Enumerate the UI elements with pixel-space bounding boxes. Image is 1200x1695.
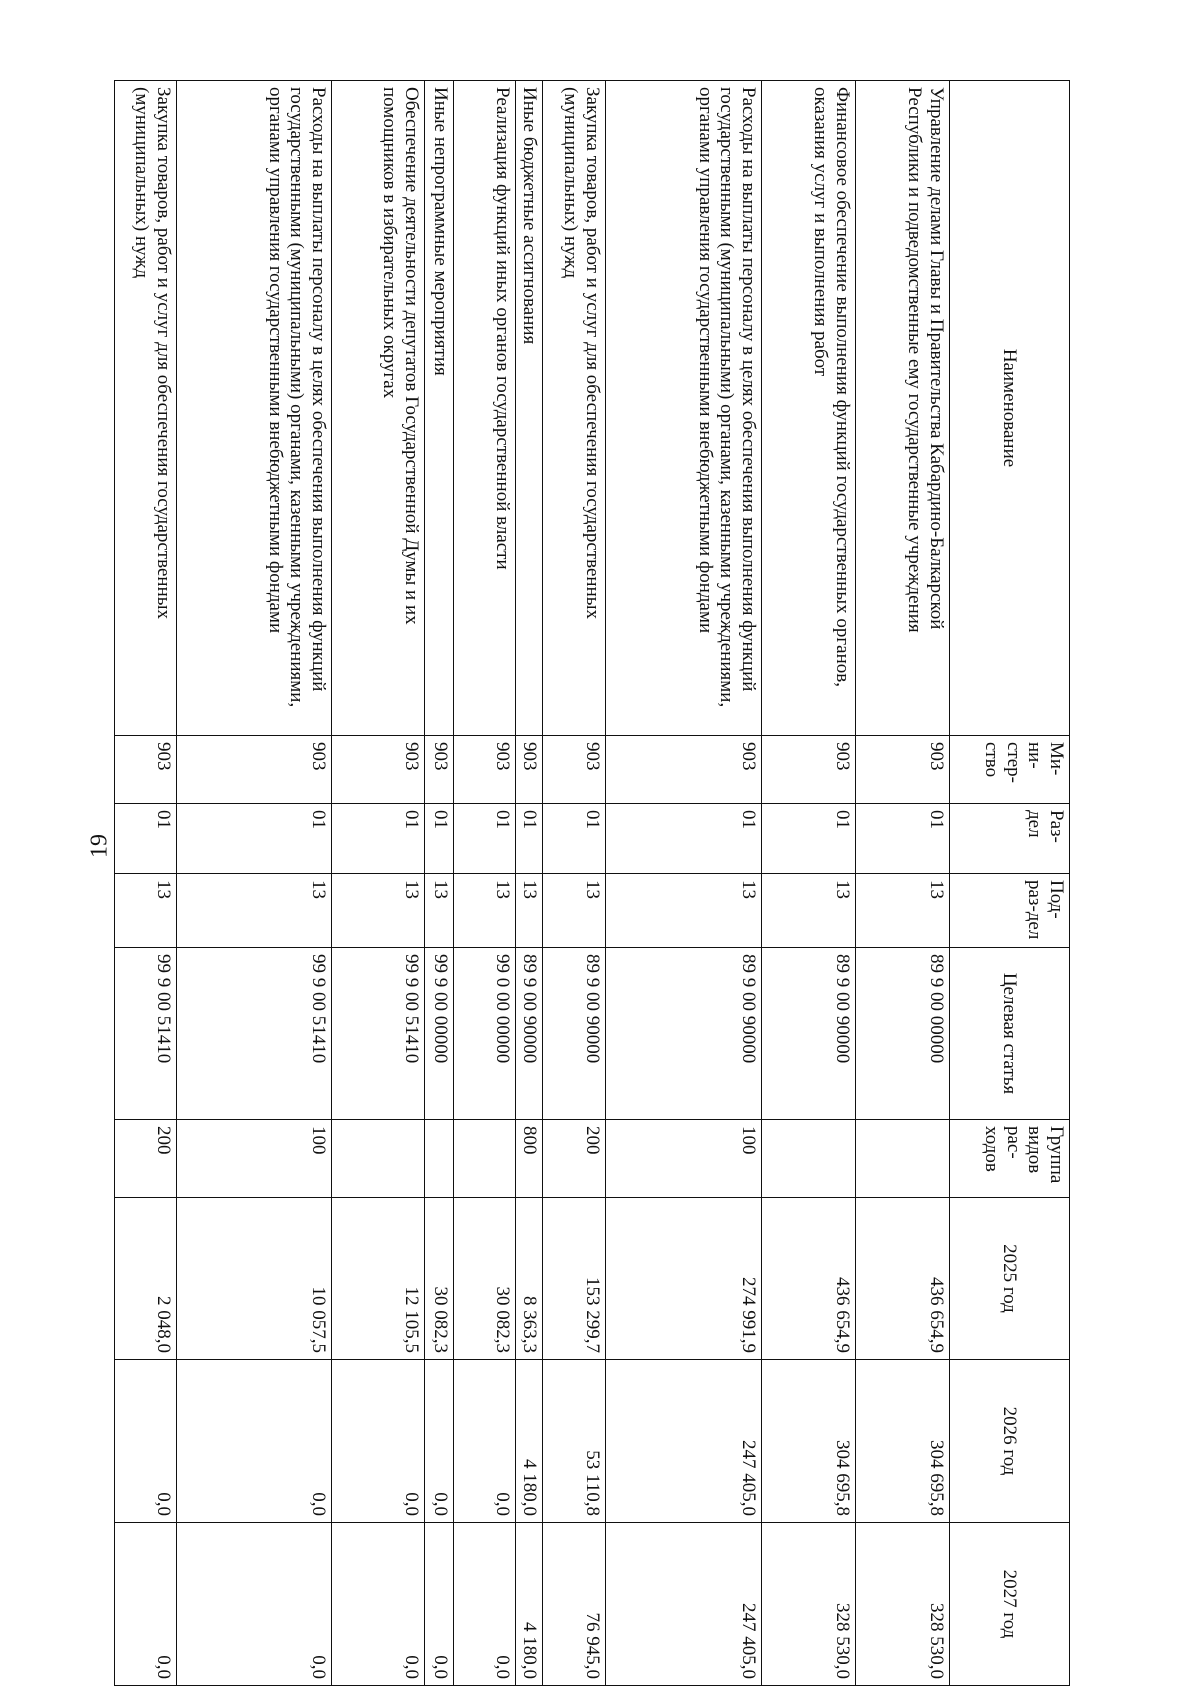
cell-subsection: 13 xyxy=(454,874,516,948)
cell-y2027: 0,0 xyxy=(177,1523,332,1686)
cell-subsection: 13 xyxy=(425,874,454,948)
page-number: 19 xyxy=(86,834,113,858)
header-section: Раз-дел xyxy=(950,804,1070,874)
cell-section: 01 xyxy=(454,804,516,874)
cell-y2027: 4 180,0 xyxy=(516,1523,543,1686)
header-name: Наименование xyxy=(950,81,1070,736)
cell-y2027: 328 530,0 xyxy=(856,1523,950,1686)
cell-y2026: 247 405,0 xyxy=(606,1360,762,1523)
cell-target: 89 9 00 90000 xyxy=(543,948,606,1120)
cell-target: 99 9 00 00000 xyxy=(425,948,454,1120)
cell-ministry: 903 xyxy=(856,736,950,804)
table-row xyxy=(762,81,856,1686)
cell-y2025: 30 082,3 xyxy=(425,1198,454,1360)
header-row xyxy=(950,81,1070,1686)
cell-section: 01 xyxy=(762,804,856,874)
cell-ministry: 903 xyxy=(454,736,516,804)
header-ministry: Ми-ни-стер-ство xyxy=(950,736,1070,804)
cell-target: 89 9 00 90000 xyxy=(606,948,762,1120)
cell-name: Иные бюджетные ассигнования xyxy=(516,81,543,736)
cell-section: 01 xyxy=(115,804,177,874)
cell-ministry: 903 xyxy=(332,736,425,804)
cell-y2027: 0,0 xyxy=(454,1523,516,1686)
cell-group: 800 xyxy=(516,1120,543,1198)
table-row xyxy=(454,81,516,1686)
header-subsection: Под-раз-дел xyxy=(950,874,1070,948)
budget-table-container xyxy=(131,80,1070,1685)
cell-name: Расходы на выплаты персоналу в целях обеспечения выполнения функций государственными (муниципальными) органами, казенными учреждениями, органами управления государственными внебюджетными фондами xyxy=(606,81,762,736)
cell-y2025: 2 048,0 xyxy=(115,1198,177,1360)
cell-ministry: 903 xyxy=(425,736,454,804)
cell-section: 01 xyxy=(332,804,425,874)
cell-target: 99 0 00 00000 xyxy=(454,948,516,1120)
cell-y2026: 304 695,8 xyxy=(856,1360,950,1523)
table-body xyxy=(115,81,950,1686)
cell-section: 01 xyxy=(425,804,454,874)
cell-target: 99 9 00 51410 xyxy=(177,948,332,1120)
cell-ministry: 903 xyxy=(606,736,762,804)
cell-target: 99 9 00 51410 xyxy=(332,948,425,1120)
cell-y2025: 436 654,9 xyxy=(856,1198,950,1360)
cell-y2025: 30 082,3 xyxy=(454,1198,516,1360)
cell-subsection: 13 xyxy=(115,874,177,948)
cell-y2027: 0,0 xyxy=(115,1523,177,1686)
cell-section: 01 xyxy=(543,804,606,874)
cell-name: Закупка товаров, работ и услуг для обеспечения государственных (муниципальных) нужд xyxy=(543,81,606,736)
cell-group: 100 xyxy=(177,1120,332,1198)
cell-group xyxy=(332,1120,425,1198)
cell-y2025: 10 057,5 xyxy=(177,1198,332,1360)
cell-section: 01 xyxy=(516,804,543,874)
cell-y2027: 328 530,0 xyxy=(762,1523,856,1686)
table-row xyxy=(115,81,177,1686)
cell-subsection: 13 xyxy=(332,874,425,948)
header-target: Целевая статья xyxy=(950,948,1070,1120)
cell-target: 89 9 00 90000 xyxy=(516,948,543,1120)
cell-name: Финансовое обеспечение выполнения функций государственных органов, оказания услуг и выполнения работ xyxy=(762,81,856,736)
cell-name: Закупка товаров, работ и услуг для обеспечения государственных (муниципальных) нужд xyxy=(115,81,177,736)
cell-y2026: 0,0 xyxy=(425,1360,454,1523)
table-row xyxy=(543,81,606,1686)
cell-group xyxy=(762,1120,856,1198)
table-row xyxy=(332,81,425,1686)
cell-ministry: 903 xyxy=(543,736,606,804)
cell-y2027: 0,0 xyxy=(332,1523,425,1686)
cell-y2026: 4 180,0 xyxy=(516,1360,543,1523)
header-group: Группа видов рас-ходов xyxy=(950,1120,1070,1198)
cell-target: 89 9 00 90000 xyxy=(762,948,856,1120)
header-2025: 2025 год xyxy=(950,1198,1070,1360)
header-2027: 2027 год xyxy=(950,1523,1070,1686)
budget-table xyxy=(114,80,1070,1686)
table-row xyxy=(606,81,762,1686)
cell-y2026: 0,0 xyxy=(332,1360,425,1523)
cell-ministry: 903 xyxy=(177,736,332,804)
cell-group xyxy=(425,1120,454,1198)
cell-group: 200 xyxy=(543,1120,606,1198)
cell-name: Обеспечение деятельности депутатов Государственной Думы и их помощников в избирательных округах xyxy=(332,81,425,736)
table-row xyxy=(856,81,950,1686)
cell-y2026: 0,0 xyxy=(454,1360,516,1523)
cell-y2025: 274 991,9 xyxy=(606,1198,762,1360)
cell-section: 01 xyxy=(856,804,950,874)
cell-subsection: 13 xyxy=(543,874,606,948)
cell-y2027: 0,0 xyxy=(425,1523,454,1686)
cell-section: 01 xyxy=(606,804,762,874)
cell-name: Реализация функций иных органов государственной власти xyxy=(454,81,516,736)
cell-target: 89 9 00 00000 xyxy=(856,948,950,1120)
cell-name: Иные непрограммные мероприятия xyxy=(425,81,454,736)
cell-subsection: 13 xyxy=(177,874,332,948)
cell-y2027: 76 945,0 xyxy=(543,1523,606,1686)
cell-ministry: 903 xyxy=(115,736,177,804)
cell-y2026: 53 110,8 xyxy=(543,1360,606,1523)
cell-y2026: 0,0 xyxy=(115,1360,177,1523)
cell-group xyxy=(856,1120,950,1198)
table-row xyxy=(516,81,543,1686)
cell-y2026: 0,0 xyxy=(177,1360,332,1523)
cell-subsection: 13 xyxy=(606,874,762,948)
header-2026: 2026 год xyxy=(950,1360,1070,1523)
cell-y2025: 8 363,3 xyxy=(516,1198,543,1360)
cell-y2025: 153 299,7 xyxy=(543,1198,606,1360)
cell-ministry: 903 xyxy=(762,736,856,804)
cell-name: Расходы на выплаты персоналу в целях обеспечения выполнения функций государственными (муниципальными) органами, казенными учреждениями, органами управления государственными внебюджетными фондами xyxy=(177,81,332,736)
cell-y2025: 12 105,5 xyxy=(332,1198,425,1360)
cell-subsection: 13 xyxy=(762,874,856,948)
table-row xyxy=(177,81,332,1686)
table-row xyxy=(425,81,454,1686)
cell-section: 01 xyxy=(177,804,332,874)
cell-name: Управление делами Главы и Правительства Кабардино-Балкарской Республики и подведомственные ему государственные учреждения xyxy=(856,81,950,736)
cell-group: 200 xyxy=(115,1120,177,1198)
cell-subsection: 13 xyxy=(856,874,950,948)
cell-target: 99 9 00 51410 xyxy=(115,948,177,1120)
cell-subsection: 13 xyxy=(516,874,543,948)
cell-y2027: 247 405,0 xyxy=(606,1523,762,1686)
cell-ministry: 903 xyxy=(516,736,543,804)
cell-y2025: 436 654,9 xyxy=(762,1198,856,1360)
cell-group xyxy=(454,1120,516,1198)
cell-group: 100 xyxy=(606,1120,762,1198)
cell-y2026: 304 695,8 xyxy=(762,1360,856,1523)
